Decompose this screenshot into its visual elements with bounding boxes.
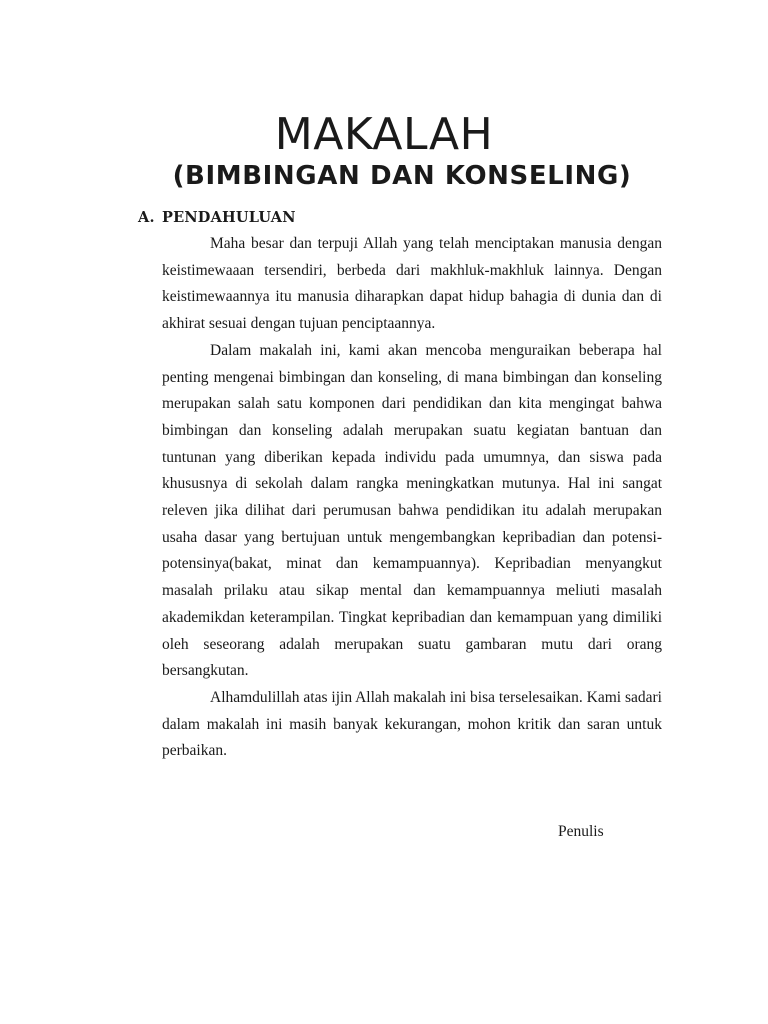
paragraph-3: Alhamdulillah atas ijin Allah makalah ini bisa terselesaikan. Kami sadari dalam makalah ini masih banyak kekurangan, mohon kritik dan saran untuk perbaikan. [162,688,662,760]
body-text [162,231,662,765]
section-number: A. [138,209,155,226]
paragraph-1: Maha besar dan terpuji Allah yang telah menciptakan manusia dengan keistimewaaan tersendiri, berbeda dari makhluk-makhluk lainnya. Dengan keistimewaannya itu manusia diharapkan dapat hidup bahagia di dunia dan di akhirat sesuai dengan tujuan penciptaannya. [162,235,662,333]
section-title: PENDAHULUAN [162,209,296,226]
section-heading [138,208,296,228]
document-title: MAKALAH [274,109,494,160]
document-subtitle: (BIMBINGAN DAN KONSELING) [172,161,632,191]
paragraph-2: Dalam makalah ini, kami akan mencoba menguraikan beberapa hal penting mengenai bimbingan dan konseling, di mana bimbingan dan konseling merupakan salah satu komponen dari pendidikan dan kita mengingat bahwa bimbingan dan konseling adalah merupakan suatu kegiatan bantuan dan tuntunan yang diberikan kepada individu pada umumnya, dan siswa pada khususnya di sekolah dalam rangka meningkatkan mutunya. Hal ini sangat releven jika dilihat dari perumusan bahwa pendidikan itu adalah merupakan usaha dasar yang bertujuan untuk mengembangkan kepribadian dan potensi-potensinya(bakat, minat dan kemampuannya). Kepribadian menyangkut masalah prilaku atau sikap mental dan kemampuannya meliuti masalah akademikdan keterampilan. Tingkat kepribadian dan kemampuan yang dimiliki oleh seseorang adalah merupakan suatu gambaran mutu dari orang bersangkutan. [162,341,662,680]
signature: Penulis [558,823,604,840]
